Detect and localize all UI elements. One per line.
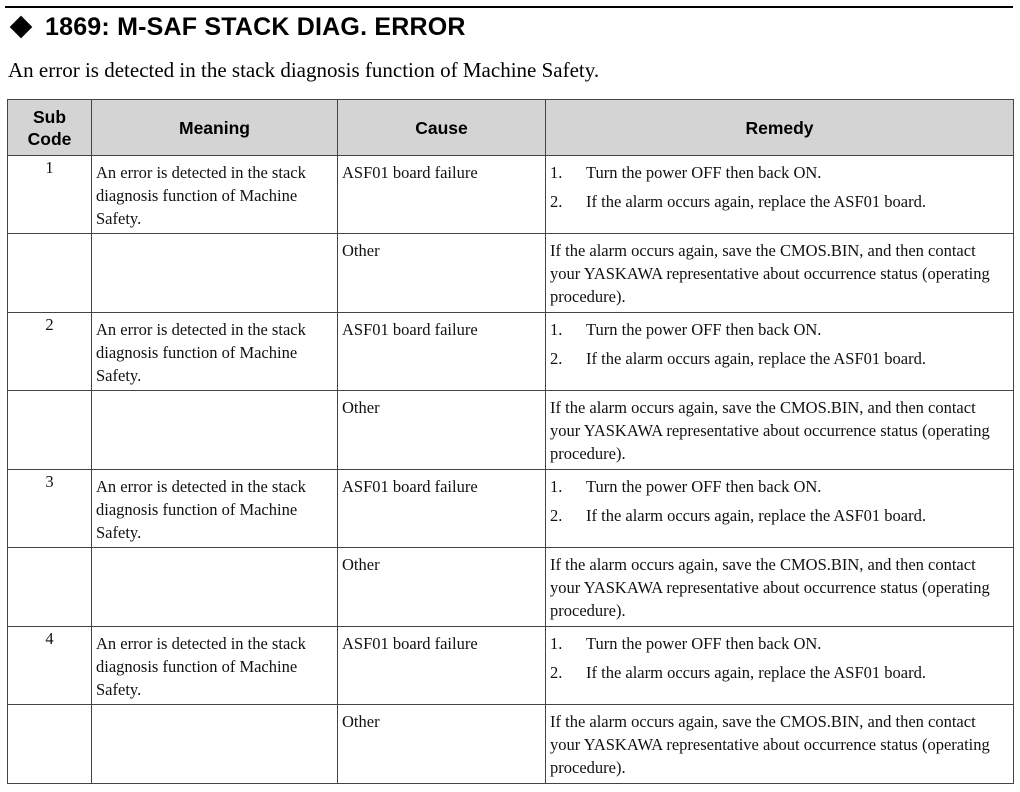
remedy-steps-list bbox=[546, 627, 1013, 684]
sub-code-cell: 3 bbox=[8, 470, 92, 548]
remedy-cell: If the alarm occurs again, save the CMOS.BIN, and then contact your YASKAWA representative about occurrence status (operating procedure). bbox=[546, 391, 1014, 470]
alarm-table bbox=[7, 99, 1014, 784]
meaning-cell-empty bbox=[92, 391, 338, 470]
remedy-step-number: 2. bbox=[550, 663, 563, 682]
remedy-step-number: 1. bbox=[550, 634, 563, 653]
remedy-steps-list bbox=[546, 156, 1013, 213]
remedy-step bbox=[550, 190, 1009, 213]
remedy-step-text: Turn the power OFF then back ON. bbox=[586, 163, 822, 182]
remedy-cell: If the alarm occurs again, save the CMOS.BIN, and then contact your YASKAWA representative about occurrence status (operating procedure). bbox=[546, 705, 1014, 784]
table-row bbox=[8, 470, 1014, 548]
table-header-row bbox=[8, 100, 1014, 156]
sub-code-cell: 4 bbox=[8, 627, 92, 705]
table-row bbox=[8, 548, 1014, 627]
table-row bbox=[8, 391, 1014, 470]
meaning-cell: An error is detected in the stack diagnosis function of Machine Safety. bbox=[92, 470, 338, 548]
cause-cell: Other bbox=[338, 705, 546, 784]
meaning-cell: An error is detected in the stack diagnosis function of Machine Safety. bbox=[92, 627, 338, 705]
remedy-cell bbox=[546, 156, 1014, 234]
remedy-step-number: 2. bbox=[550, 349, 563, 368]
sub-code-cell-empty bbox=[8, 548, 92, 627]
remedy-step-number: 1. bbox=[550, 163, 563, 182]
diamond-bullet-icon bbox=[10, 16, 33, 39]
remedy-step bbox=[550, 475, 1009, 498]
cause-cell: ASF01 board failure bbox=[338, 156, 546, 234]
top-rule bbox=[5, 6, 1013, 8]
cause-cell: Other bbox=[338, 548, 546, 627]
remedy-step-text: Turn the power OFF then back ON. bbox=[586, 634, 822, 653]
remedy-cell: If the alarm occurs again, save the CMOS.BIN, and then contact your YASKAWA representative about occurrence status (operating procedure). bbox=[546, 548, 1014, 627]
remedy-step-text: If the alarm occurs again, replace the ASF01 board. bbox=[586, 506, 926, 525]
cause-cell: ASF01 board failure bbox=[338, 470, 546, 548]
remedy-cell bbox=[546, 627, 1014, 705]
cause-cell: ASF01 board failure bbox=[338, 627, 546, 705]
section-heading bbox=[8, 10, 466, 44]
remedy-step-text: Turn the power OFF then back ON. bbox=[586, 320, 822, 339]
table-row bbox=[8, 156, 1014, 234]
remedy-step-text: If the alarm occurs again, replace the ASF01 board. bbox=[586, 349, 926, 368]
sub-code-cell-empty bbox=[8, 705, 92, 784]
remedy-step bbox=[550, 504, 1009, 527]
sub-code-cell: 2 bbox=[8, 313, 92, 391]
remedy-steps-list bbox=[546, 313, 1013, 370]
meaning-cell: An error is detected in the stack diagnosis function of Machine Safety. bbox=[92, 156, 338, 234]
meaning-cell: An error is detected in the stack diagnosis function of Machine Safety. bbox=[92, 313, 338, 391]
remedy-cell: If the alarm occurs again, save the CMOS.BIN, and then contact your YASKAWA representative about occurrence status (operating procedure). bbox=[546, 234, 1014, 313]
header-sub-code: Sub Code bbox=[8, 100, 92, 156]
cause-cell: Other bbox=[338, 391, 546, 470]
remedy-step bbox=[550, 632, 1009, 655]
header-meaning: Meaning bbox=[92, 100, 338, 156]
cause-cell: ASF01 board failure bbox=[338, 313, 546, 391]
sub-code-cell-empty bbox=[8, 234, 92, 313]
remedy-cell bbox=[546, 470, 1014, 548]
table-row bbox=[8, 705, 1014, 784]
remedy-step-number: 1. bbox=[550, 477, 563, 496]
sub-code-cell-empty bbox=[8, 391, 92, 470]
remedy-step bbox=[550, 661, 1009, 684]
header-cause: Cause bbox=[338, 100, 546, 156]
remedy-step-text: Turn the power OFF then back ON. bbox=[586, 477, 822, 496]
remedy-cell bbox=[546, 313, 1014, 391]
remedy-steps-list bbox=[546, 470, 1013, 527]
remedy-step-number: 1. bbox=[550, 320, 563, 339]
table-row bbox=[8, 234, 1014, 313]
cause-cell: Other bbox=[338, 234, 546, 313]
alarm-description: An error is detected in the stack diagnosis function of Machine Safety. bbox=[8, 58, 600, 82]
remedy-step bbox=[550, 347, 1009, 370]
remedy-step-number: 2. bbox=[550, 192, 563, 211]
sub-code-cell: 1 bbox=[8, 156, 92, 234]
meaning-cell-empty bbox=[92, 234, 338, 313]
alarm-title: 1869: M-SAF STACK DIAG. ERROR bbox=[45, 12, 466, 41]
remedy-step-text: If the alarm occurs again, replace the ASF01 board. bbox=[586, 663, 926, 682]
table-row bbox=[8, 627, 1014, 705]
remedy-step-number: 2. bbox=[550, 506, 563, 525]
header-remedy: Remedy bbox=[546, 100, 1014, 156]
remedy-step bbox=[550, 318, 1009, 341]
table-row bbox=[8, 313, 1014, 391]
remedy-step-text: If the alarm occurs again, replace the ASF01 board. bbox=[586, 192, 926, 211]
remedy-step bbox=[550, 161, 1009, 184]
meaning-cell-empty bbox=[92, 705, 338, 784]
meaning-cell-empty bbox=[92, 548, 338, 627]
